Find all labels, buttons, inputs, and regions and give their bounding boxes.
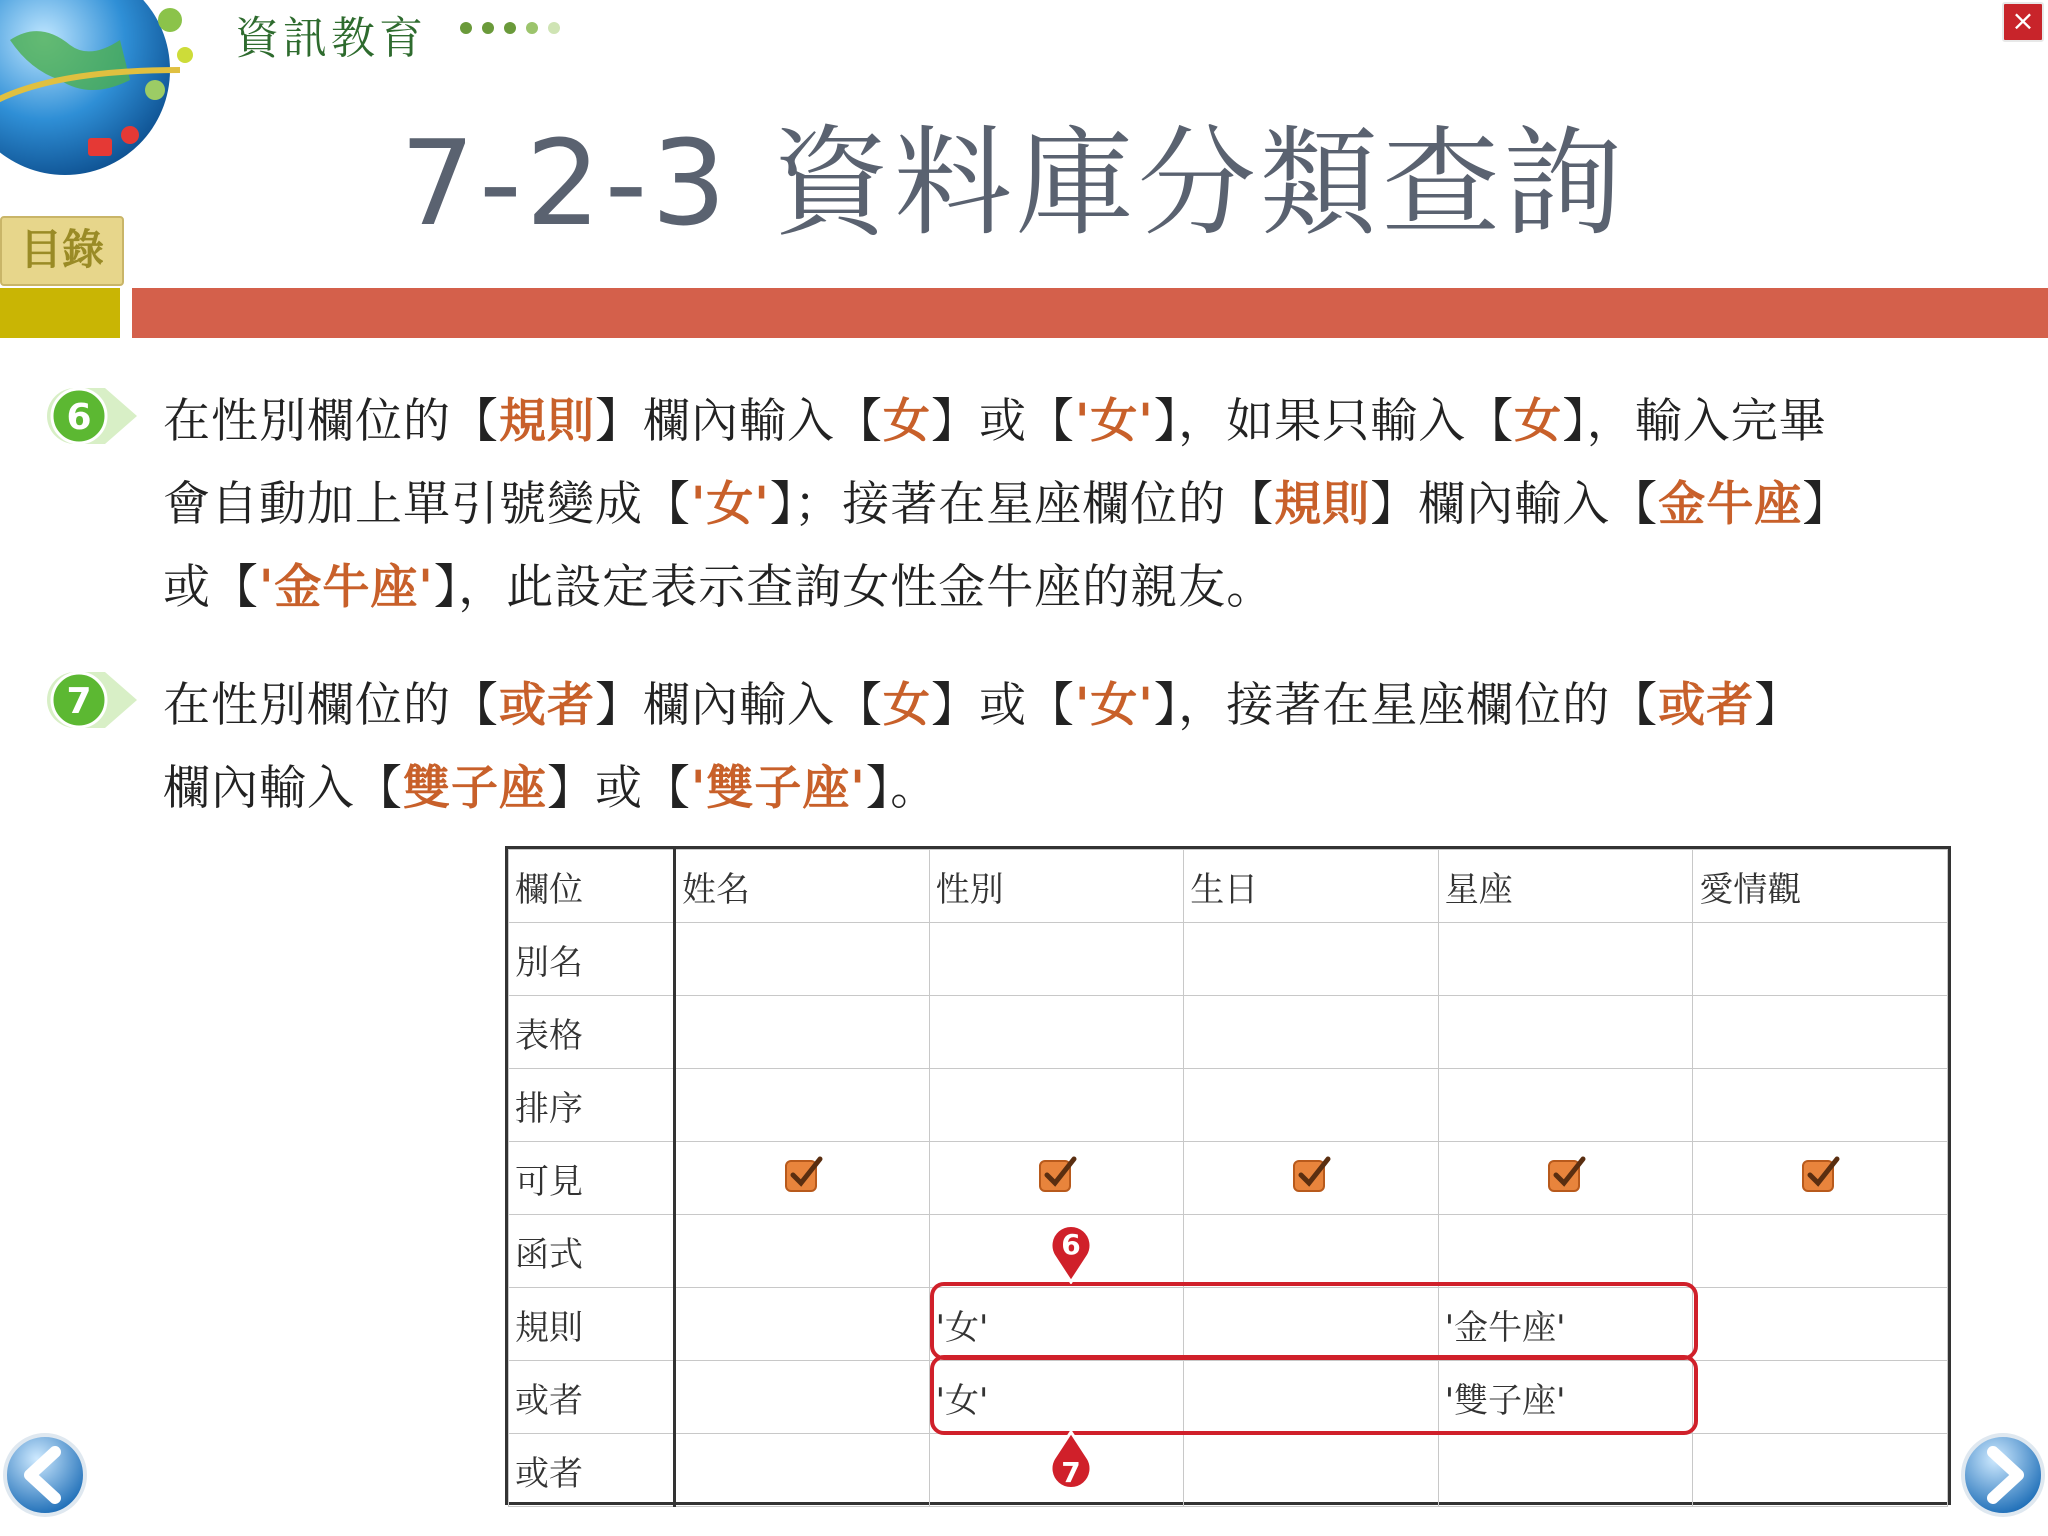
grid-cell[interactable] (675, 1361, 930, 1434)
grid-cell[interactable] (1693, 1434, 1948, 1507)
highlight-text: 女 (883, 394, 931, 449)
highlight-text: '女' (1075, 394, 1154, 449)
grid-cell[interactable] (1438, 1434, 1693, 1507)
grid-cell[interactable] (675, 1215, 930, 1288)
body-text: 在性別欄位的【 (163, 394, 499, 449)
grid-cell[interactable] (1438, 996, 1693, 1069)
body-text: 】，輸入完畢會自動加上單引號變成【 (163, 394, 1827, 532)
grid-cell[interactable] (929, 1069, 1184, 1142)
grid-visible-cell[interactable] (675, 1142, 930, 1215)
highlight-text: 規則 (499, 394, 595, 449)
body-text: 】或【 (931, 678, 1075, 733)
grid-visible-cell[interactable] (1693, 1142, 1948, 1215)
grid-cell[interactable] (1693, 1215, 1948, 1288)
grid-row (509, 1215, 1948, 1288)
grid-cell[interactable] (675, 923, 930, 996)
grid-cell[interactable] (675, 1288, 930, 1361)
grid-row-label: 排序 (509, 1069, 675, 1142)
grid-cell[interactable] (1184, 923, 1439, 996)
grid-row-label: 或者 (509, 1361, 675, 1434)
body-text: 】欄內輸入【 (595, 678, 883, 733)
step-text (163, 380, 1843, 629)
checkbox-checked-icon[interactable] (784, 1155, 822, 1189)
body-text: 】欄內輸入【 (163, 678, 1803, 816)
step-badge-icon (45, 668, 141, 732)
highlight-text: '女' (1075, 678, 1154, 733)
highlight-text: 或者 (499, 678, 595, 733)
body-text: 】；接著在星座欄位的【 (769, 477, 1275, 532)
grid-row (509, 996, 1948, 1069)
body-text: 】欄內輸入【 (1370, 477, 1659, 532)
title-bar-right (132, 288, 2048, 338)
grid-row-label: 別名 (509, 923, 675, 996)
grid-cell[interactable] (1184, 1215, 1439, 1288)
previous-page-icon[interactable] (0, 1430, 90, 1520)
highlight-text: 雙子座 (403, 761, 547, 816)
checkbox-checked-icon[interactable] (1292, 1155, 1330, 1189)
grid-column-header[interactable]: 愛情觀 (1693, 850, 1948, 923)
grid-cell[interactable] (1693, 1361, 1948, 1434)
svg-text:6: 6 (1061, 1228, 1081, 1261)
body-text: 】，如果只輸入【 (1153, 394, 1515, 449)
checkbox-checked-icon[interactable] (1547, 1155, 1585, 1189)
grid-cell[interactable] (1184, 1434, 1439, 1507)
grid-cell[interactable] (929, 996, 1184, 1069)
title-bar-left (0, 288, 120, 338)
grid-row (509, 923, 1948, 996)
grid-row (509, 1142, 1948, 1215)
grid-cell[interactable] (1184, 1069, 1439, 1142)
grid-row-label: 規則 (509, 1288, 675, 1361)
brand-dots (460, 22, 560, 34)
grid-cell[interactable] (1184, 996, 1439, 1069)
step-number: 7 (66, 681, 92, 722)
body-text: 】或【 (547, 761, 691, 816)
close-button[interactable]: × (2002, 2, 2044, 42)
grid-cell[interactable] (1438, 923, 1693, 996)
grid-row (509, 1069, 1948, 1142)
brand-name: 資訊教育 (235, 13, 427, 64)
grid-row (509, 1434, 1948, 1507)
next-page-icon[interactable] (1958, 1430, 2048, 1520)
grid-column-header[interactable]: 生日 (1184, 850, 1439, 923)
body-text: 】欄內輸入【 (595, 394, 883, 449)
checkbox-checked-icon[interactable] (1038, 1155, 1076, 1189)
grid-visible-cell[interactable] (1184, 1142, 1439, 1215)
grid-visible-cell[interactable] (929, 1142, 1184, 1215)
grid-row-label: 函式 (509, 1215, 675, 1288)
grid-row-label: 表格 (509, 996, 675, 1069)
highlight-text: 或者 (1658, 678, 1755, 733)
body-text: 】或【 (163, 477, 1827, 615)
grid-cell[interactable] (675, 996, 930, 1069)
highlight-text: 金牛座 (1658, 477, 1803, 532)
body-text: 】。 (865, 761, 939, 816)
grid-cell[interactable] (1693, 1069, 1948, 1142)
toc-button[interactable]: 目錄 (0, 216, 124, 286)
step-text (163, 664, 1843, 830)
grid-cell[interactable] (929, 923, 1184, 996)
grid-cell[interactable]: '雙子座' (1438, 1361, 1693, 1434)
grid-cell[interactable]: '女' (929, 1288, 1184, 1361)
highlight-text: 女 (1514, 394, 1563, 449)
grid-header-row (509, 850, 1948, 923)
globe-logo-icon (0, 0, 230, 200)
body-text: 】，此設定表示查詢女性金牛座的親友。 (433, 560, 1275, 615)
grid-visible-cell[interactable] (1438, 1142, 1693, 1215)
highlight-text: '金牛座' (259, 560, 434, 615)
callout-pin-6-icon (1048, 1220, 1094, 1284)
body-text: 在性別欄位的【 (163, 678, 499, 733)
grid-row-label: 欄位 (509, 850, 675, 923)
grid-cell[interactable] (1693, 923, 1948, 996)
step-number: 6 (66, 397, 92, 438)
checkbox-checked-icon[interactable] (1801, 1155, 1839, 1189)
grid-column-header[interactable]: 星座 (1438, 850, 1693, 923)
grid-cell[interactable] (675, 1069, 930, 1142)
callout-criteria-box (930, 1282, 1698, 1360)
highlight-text: 女 (883, 678, 931, 733)
svg-text:7: 7 (1061, 1456, 1081, 1489)
grid-column-header[interactable]: 性別 (929, 850, 1184, 923)
grid-cell[interactable] (1693, 996, 1948, 1069)
step-badge-icon (45, 384, 141, 448)
grid-row-label: 或者 (509, 1434, 675, 1507)
body-text: 】，接著在星座欄位的【 (1153, 678, 1659, 733)
grid-cell[interactable] (1438, 1215, 1693, 1288)
grid-cell[interactable] (675, 1434, 930, 1507)
grid-cell[interactable] (1693, 1288, 1948, 1361)
grid-cell[interactable]: '金牛座' (1438, 1288, 1693, 1361)
highlight-text: '雙子座' (691, 761, 866, 816)
grid-cell[interactable] (1438, 1069, 1693, 1142)
grid-column-header[interactable]: 姓名 (675, 850, 930, 923)
highlight-text: 規則 (1274, 477, 1371, 532)
callout-or-box (930, 1355, 1698, 1435)
grid-cell[interactable]: '女' (929, 1361, 1184, 1434)
callout-pin-7-icon (1048, 1430, 1094, 1494)
page-title: 7-2-3 資料庫分類查詢 (400, 114, 1626, 252)
body-text: 】或【 (931, 394, 1075, 449)
highlight-text: '女' (691, 477, 770, 532)
grid-row-label: 可見 (509, 1142, 675, 1215)
